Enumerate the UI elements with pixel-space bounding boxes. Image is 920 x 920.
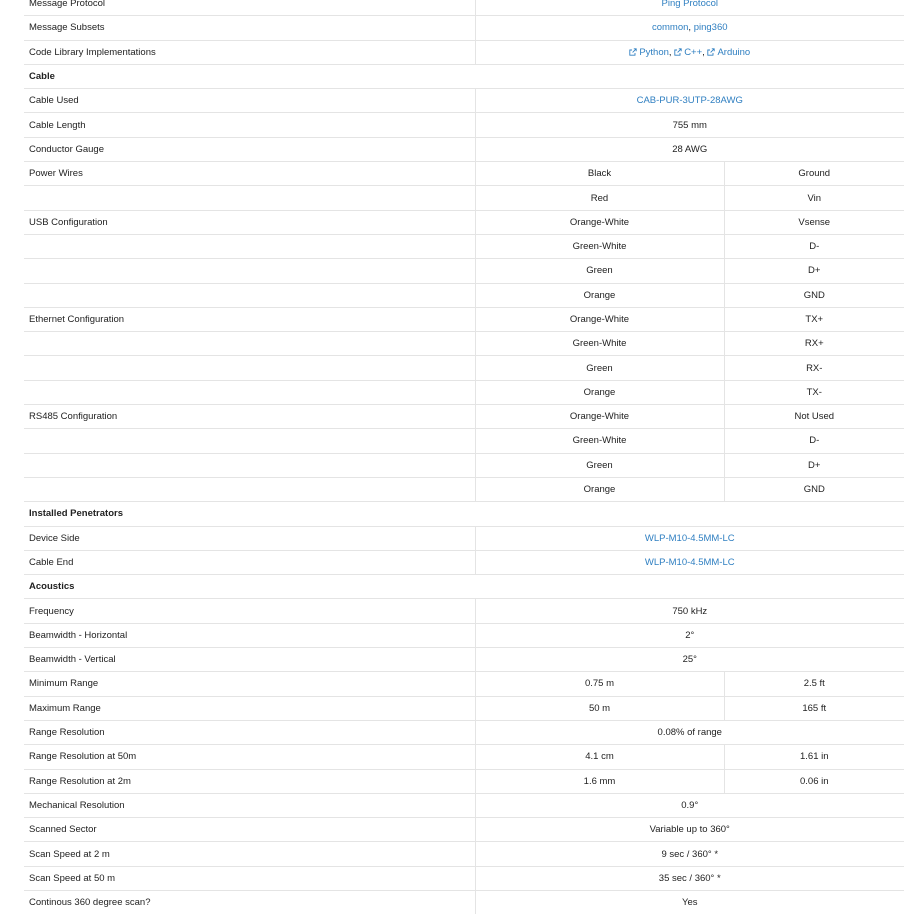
spec-row: [24, 550, 904, 574]
spec-row: [24, 234, 904, 258]
spec-label: [24, 332, 475, 356]
spec-row: [24, 40, 904, 64]
section-header-acoustics: [24, 575, 904, 599]
spec-value: [475, 526, 904, 550]
spec-row: [24, 89, 904, 113]
section-header-cable: [24, 64, 904, 88]
spec-label: Range Resolution: [24, 720, 475, 744]
spec-value-secondary: D+: [724, 259, 904, 283]
spec-value-secondary: GND: [724, 283, 904, 307]
spec-label: Message Subsets: [24, 16, 475, 40]
spec-row: [24, 720, 904, 744]
spec-label: Continous 360 degree scan?: [24, 890, 475, 914]
spec-row: [24, 162, 904, 186]
spec-row: [24, 648, 904, 672]
spec-label: Cable Used: [24, 89, 475, 113]
link-python[interactable]: Python: [639, 46, 669, 58]
spec-value: 750 kHz: [475, 599, 904, 623]
spec-value-primary: 4.1 cm: [475, 745, 724, 769]
spec-row: [24, 696, 904, 720]
spec-value: Yes: [475, 890, 904, 914]
spec-row: [24, 113, 904, 137]
spec-row: [24, 745, 904, 769]
spec-value-secondary: Vsense: [724, 210, 904, 234]
spec-value-primary: 0.75 m: [475, 672, 724, 696]
spec-value-secondary: 2.5 ft: [724, 672, 904, 696]
external-link-icon: [629, 48, 637, 56]
spec-label: Scan Speed at 50 m: [24, 866, 475, 890]
spec-value-primary: Green-White: [475, 429, 724, 453]
spec-label: Ethernet Configuration: [24, 307, 475, 331]
spec-row: [24, 866, 904, 890]
spec-label: Range Resolution at 50m: [24, 745, 475, 769]
section-header-installed-penetrators: [24, 502, 904, 526]
spec-label: Scanned Sector: [24, 818, 475, 842]
spec-value: 28 AWG: [475, 137, 904, 161]
spec-value-primary: Green: [475, 356, 724, 380]
spec-row: [24, 769, 904, 793]
spec-row: [24, 283, 904, 307]
spec-label: [24, 429, 475, 453]
spec-value-primary: Orange-White: [475, 405, 724, 429]
spec-label: Beamwidth - Horizontal: [24, 623, 475, 647]
link-wlp-m10-4-5mm-lc[interactable]: WLP-M10-4.5MM-LC: [644, 556, 735, 568]
spec-value: [475, 89, 904, 113]
spec-label: [24, 380, 475, 404]
spec-label: USB Configuration: [24, 210, 475, 234]
spec-row: [24, 137, 904, 161]
spec-value-secondary: D-: [724, 234, 904, 258]
spec-value-secondary: 0.06 in: [724, 769, 904, 793]
spec-value: 25°: [475, 648, 904, 672]
spec-label: Mechanical Resolution: [24, 793, 475, 817]
spec-row: [24, 453, 904, 477]
spec-label: Maximum Range: [24, 696, 475, 720]
spec-value-secondary: D-: [724, 429, 904, 453]
spec-value-secondary: 1.61 in: [724, 745, 904, 769]
specifications-table-body: [24, 0, 904, 914]
spec-value-secondary: RX+: [724, 332, 904, 356]
spec-value-secondary: 165 ft: [724, 696, 904, 720]
spec-row: [24, 429, 904, 453]
spec-label: Code Library Implementations: [24, 40, 475, 64]
link-c[interactable]: C++: [684, 46, 703, 58]
spec-value-primary: Orange: [475, 283, 724, 307]
spec-row: [24, 259, 904, 283]
spec-label: Power Wires: [24, 162, 475, 186]
spec-row: [24, 842, 904, 866]
spec-value: 0.08% of range: [475, 720, 904, 744]
spec-value: [475, 0, 904, 16]
spec-row: [24, 186, 904, 210]
section-title: Cable: [24, 64, 904, 88]
spec-row: [24, 332, 904, 356]
spec-label: Cable End: [24, 550, 475, 574]
spec-value: 35 sec / 360° *: [475, 866, 904, 890]
spec-label: Minimum Range: [24, 672, 475, 696]
spec-value-primary: Green-White: [475, 234, 724, 258]
link-ping-protocol[interactable]: Ping Protocol: [661, 0, 719, 10]
spec-value-secondary: Ground: [724, 162, 904, 186]
spec-row: [24, 210, 904, 234]
spec-value: Python, C++, Arduino: [475, 40, 904, 64]
spec-table-container: [24, 0, 904, 914]
spec-row: [24, 672, 904, 696]
link-ping360[interactable]: ping360: [693, 22, 728, 34]
spec-label: [24, 453, 475, 477]
spec-row: [24, 307, 904, 331]
spec-value-primary: 50 m: [475, 696, 724, 720]
spec-value-primary: Red: [475, 186, 724, 210]
section-title: Installed Penetrators: [24, 502, 904, 526]
spec-label: Range Resolution at 2m: [24, 769, 475, 793]
spec-value: 755 mm: [475, 113, 904, 137]
spec-value-secondary: TX-: [724, 380, 904, 404]
spec-row: [24, 890, 904, 914]
spec-row: [24, 818, 904, 842]
spec-value: 0.9°: [475, 793, 904, 817]
spec-row: [24, 380, 904, 404]
spec-label: Conductor Gauge: [24, 137, 475, 161]
spec-row: [24, 599, 904, 623]
spec-label: [24, 356, 475, 380]
spec-row: [24, 405, 904, 429]
spec-value-primary: Orange: [475, 477, 724, 501]
spec-value-primary: Black: [475, 162, 724, 186]
spec-value-secondary: D+: [724, 453, 904, 477]
spec-value-secondary: Not Used: [724, 405, 904, 429]
link-arduino[interactable]: Arduino: [717, 46, 751, 58]
spec-label: [24, 283, 475, 307]
spec-value-primary: Green-White: [475, 332, 724, 356]
spec-value-primary: 1.6 mm: [475, 769, 724, 793]
spec-label: Message Protocol: [24, 0, 475, 16]
section-title: Acoustics: [24, 575, 904, 599]
spec-row: [24, 623, 904, 647]
spec-value: common, ping360: [475, 16, 904, 40]
spec-value: 9 sec / 360° *: [475, 842, 904, 866]
spec-label: RS485 Configuration: [24, 405, 475, 429]
spec-value-primary: Orange: [475, 380, 724, 404]
spec-value-primary: Orange-White: [475, 307, 724, 331]
spec-row: [24, 793, 904, 817]
spec-label: Beamwidth - Vertical: [24, 648, 475, 672]
link-cab-pur-3utp-28awg[interactable]: CAB-PUR-3UTP-28AWG: [636, 95, 743, 107]
spec-value-secondary: TX+: [724, 307, 904, 331]
external-link-icon: [707, 48, 715, 56]
spec-label: Device Side: [24, 526, 475, 550]
spec-label: Frequency: [24, 599, 475, 623]
spec-row: [24, 16, 904, 40]
spec-value-secondary: Vin: [724, 186, 904, 210]
spec-value: 2°: [475, 623, 904, 647]
spec-value: Variable up to 360°: [475, 818, 904, 842]
spec-label: [24, 477, 475, 501]
specifications-table: [24, 0, 904, 914]
spec-row: [24, 526, 904, 550]
spec-value: [475, 550, 904, 574]
spec-row: [24, 356, 904, 380]
spec-value-primary: Green: [475, 453, 724, 477]
spec-label: Scan Speed at 2 m: [24, 842, 475, 866]
spec-label: [24, 234, 475, 258]
link-wlp-m10-4-5mm-lc[interactable]: WLP-M10-4.5MM-LC: [644, 532, 735, 544]
spec-row: [24, 0, 904, 16]
spec-label: [24, 259, 475, 283]
spec-value-primary: Green: [475, 259, 724, 283]
external-link-icon: [674, 48, 682, 56]
spec-value-secondary: GND: [724, 477, 904, 501]
spec-label: Cable Length: [24, 113, 475, 137]
spec-label: [24, 186, 475, 210]
link-common[interactable]: common: [651, 22, 689, 34]
spec-value-primary: Orange-White: [475, 210, 724, 234]
spec-row: [24, 477, 904, 501]
spec-value-secondary: RX-: [724, 356, 904, 380]
